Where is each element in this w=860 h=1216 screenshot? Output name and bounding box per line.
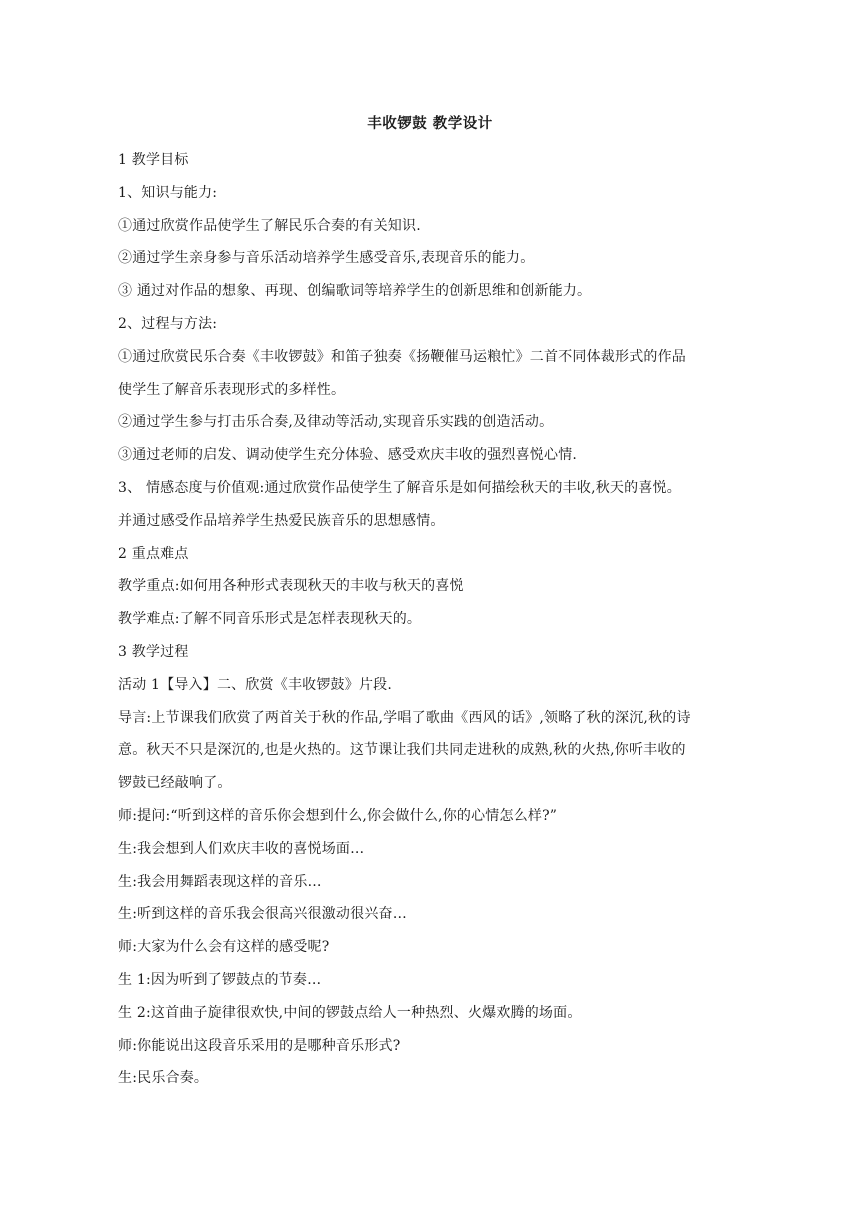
paragraph-line: 并通过感受作品培养学生热爱民族音乐的思想感情。 xyxy=(118,512,445,529)
paragraph-line: 1、知识与能力: xyxy=(118,184,218,201)
document-title: 丰收锣鼓 教学设计 xyxy=(367,115,493,132)
paragraph-line: ②通过学生参与打击乐合奏,及律动等活动,实现音乐实践的创造活动。 xyxy=(118,414,554,431)
paragraph-line: 师:提问:“听到这样的音乐你会想到什么,你会做什么,你的心情怎么样?” xyxy=(118,807,558,824)
paragraph-line: 生:我会用舞蹈表现这样的音乐… xyxy=(118,873,322,890)
paragraph-line: 3、 情感态度与价值观:通过欣赏作品使学生了解音乐是如何描绘秋天的丰收,秋天的喜悦。 xyxy=(118,479,681,496)
paragraph-line: 使学生了解音乐表现形式的多样性。 xyxy=(118,381,346,398)
paragraph-line: 师:你能说出这段音乐采用的是哪种音乐形式? xyxy=(118,1037,401,1054)
document-body xyxy=(118,144,748,1095)
section-heading-objectives: 1 教学目标 xyxy=(118,152,189,168)
section-heading-key-points: 2 重点难点 xyxy=(118,545,189,562)
paragraph-line: 教学难点:了解不同音乐形式是怎样表现秋天的。 xyxy=(118,611,422,628)
paragraph-line: ②通过学生亲身参与音乐活动培养学生感受音乐,表现音乐的能力。 xyxy=(118,250,535,267)
paragraph-line: 生:听到这样的音乐我会很高兴很激动很兴奋… xyxy=(118,906,407,923)
section-heading-process: 3 教学过程 xyxy=(118,643,189,660)
paragraph-line: 生 1:因为听到了锣鼓点的节奏… xyxy=(118,971,322,988)
paragraph-line: 2、过程与方法: xyxy=(118,315,218,332)
paragraph-line: 生 2:这首曲子旋律很欢快,中间的锣鼓点给人一种热烈、火爆欢腾的场面。 xyxy=(118,1004,582,1021)
paragraph-line: 生:民乐合奏。 xyxy=(118,1070,209,1087)
paragraph-line: 导言:上节课我们欣赏了两首关于秋的作品,学唱了歌曲《西风的话》,领略了秋的深沉,秋的诗 xyxy=(118,709,691,726)
paragraph-line: 活动 1【导入】二、欣赏《丰收锣鼓》片段. xyxy=(118,676,393,693)
paragraph-line: 意。秋天不只是深沉的,也是火热的。这节课让我们共同走进秋的成熟,秋的火热,你听丰收的 xyxy=(118,742,686,759)
paragraph-line: 锣鼓已经敲响了。 xyxy=(118,775,232,792)
paragraph-line: ①通过欣赏作品使学生了解民乐合奏的有关知识. xyxy=(118,217,421,234)
paragraph-line: 教学重点:如何用各种形式表现秋天的丰收与秋天的喜悦 xyxy=(118,578,464,595)
paragraph-line: 生:我会想到人们欢庆丰收的喜悦场面… xyxy=(118,840,365,857)
paragraph-line: ①通过欣赏民乐合奏《丰收锣鼓》和笛子独奏《扬鞭催马运粮忙》二首不同体裁形式的作品 xyxy=(118,348,686,365)
paragraph-line: ③ 通过对作品的想象、再现、创编歌词等培养学生的创新思维和创新能力。 xyxy=(118,283,592,300)
paragraph-line: 师:大家为什么会有这样的感受呢? xyxy=(118,939,330,956)
paragraph-line: ③通过老师的启发、调动使学生充分体验、感受欢庆丰收的强烈喜悦心情. xyxy=(118,447,578,464)
